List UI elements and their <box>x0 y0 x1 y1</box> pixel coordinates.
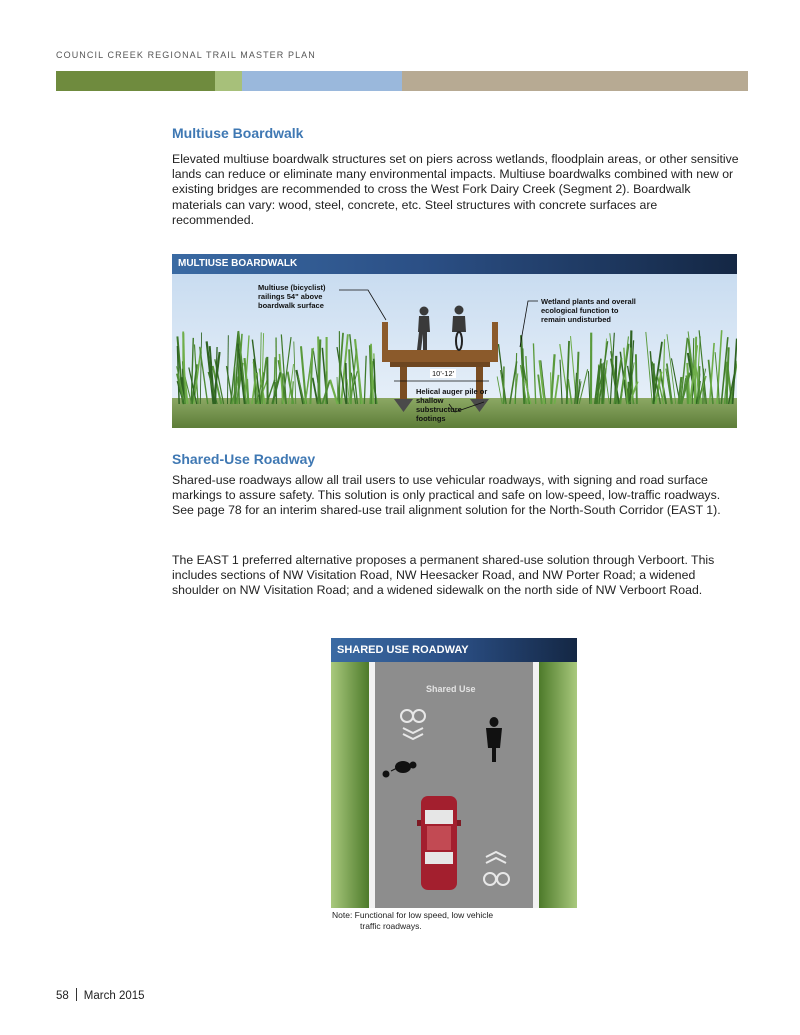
running-header: COUNCIL CREEK REGIONAL TRAIL MASTER PLAN <box>56 50 316 60</box>
boardwalk-figure-title: MULTIUSE BOARDWALK <box>172 254 737 274</box>
boardwalk-heading: Multiuse Boardwalk <box>172 125 304 141</box>
car-icon <box>417 796 461 890</box>
color-bar-segment-lightgreen <box>215 71 242 91</box>
roadway-figure-note <box>332 910 493 931</box>
callout-railings: Multiuse (bicyclist) railings 54" above boardwalk surface <box>258 283 326 310</box>
roadway-figure-title: SHARED USE ROADWAY <box>331 638 577 662</box>
color-bar-segment-tan <box>402 71 748 91</box>
boardwalk-figure <box>172 254 737 428</box>
color-bar-segment-olive <box>56 71 215 91</box>
shared-use-lane-label: Shared Use <box>426 684 476 694</box>
roadway-heading: Shared-Use Roadway <box>172 451 316 467</box>
footer-separator <box>76 988 77 1001</box>
header-color-bar <box>56 71 748 91</box>
page-number: 58 <box>56 990 69 1002</box>
roadway-illustration <box>331 638 577 908</box>
color-bar-segment-blue <box>242 71 402 91</box>
right-verge <box>539 662 577 908</box>
roadway-paragraph-1: Shared-use roadways allow all trail users to use vehicular roadways, with signing and road surface markings to assure safety. This solution is only practical and safe on low-speed, low-traffic roadways. See page 78 for an interim shared-use trail alignment solution for the North-South Corridor (EAST 1). <box>172 473 721 518</box>
callout-footings: Helical auger pile or shallow substructure footings <box>416 387 488 423</box>
publication-date: March 2015 <box>83 990 145 1002</box>
left-verge <box>331 662 369 908</box>
roadway-figure <box>331 638 577 908</box>
note-line-1: Note: Functional for low speed, low vehicle <box>332 910 494 920</box>
boardwalk-width-label: 10'-12' <box>432 369 455 378</box>
callout-wetland-plants: Wetland plants and overall ecological function to remain undisturbed <box>541 297 636 324</box>
page-footer <box>56 988 145 1002</box>
boardwalk-paragraph: Elevated multiuse boardwalk structures set on piers across wetlands, floodplain areas, or other sensitive lands can reduce or eliminate many environmental impacts. Multiuse boardwalks combined with new or existing bridges are recommended to cross the West Fork Dairy Creek (Segment 2). Boardwalk materials can vary: wood, steel, concrete, etc. Steel structures with concrete surfaces are recommended. <box>172 152 739 227</box>
roadway-paragraph-2: The EAST 1 preferred alternative proposes a permanent shared-use solution through Verboort. This includes sections of NW Visitation Road, NW Heesacker Road, and NW Porter Road; a widened shoulder on NW Visitation Road; and a widened sidewalk on the north side of NW Verboort Road. <box>172 553 715 598</box>
note-line-2: traffic roadways. <box>360 920 422 931</box>
